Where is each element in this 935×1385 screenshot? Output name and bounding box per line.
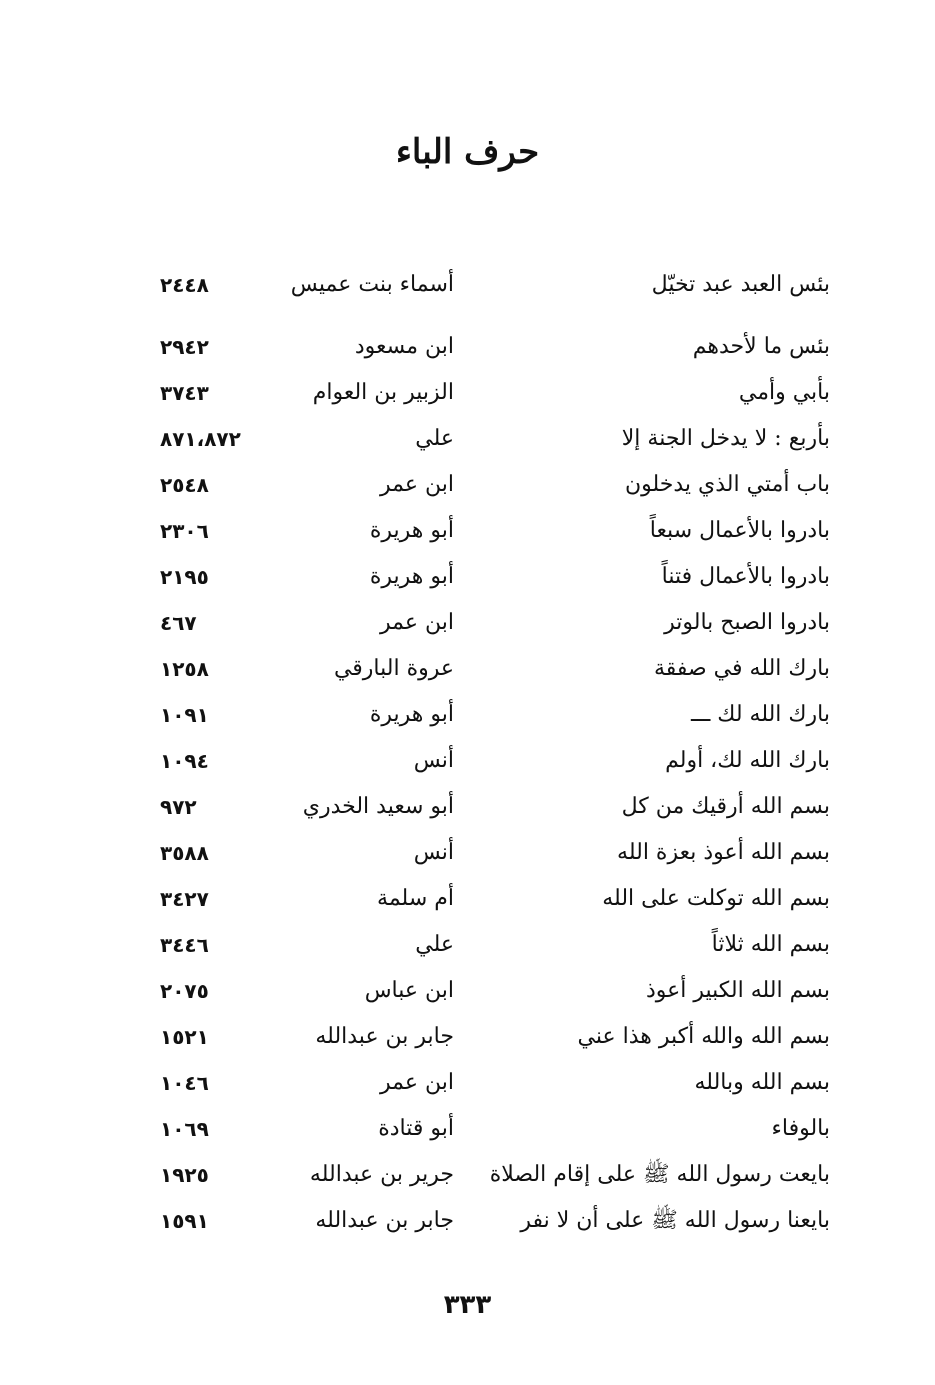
narrator-name: ابن عمر <box>380 610 454 635</box>
narrator-name: ابن عمر <box>380 1070 454 1095</box>
narrator-name: جابر بن عبدالله <box>315 1024 454 1049</box>
hadith-number: ٨٧١،٨٧٢ <box>160 427 241 451</box>
hadith-phrase: بسم الله ثلاثاً <box>711 932 830 957</box>
index-row <box>150 693 830 739</box>
narrator-name: علي <box>415 426 454 451</box>
hadith-phrase: بسم الله وبالله <box>694 1070 830 1095</box>
narrator-name: أم سلمة <box>377 886 454 911</box>
hadith-phrase: بسم الله أعوذ بعزة الله <box>617 840 830 865</box>
hadith-phrase: بارك الله لك ـــ <box>690 702 830 727</box>
index-row <box>150 1061 830 1107</box>
index-row <box>150 785 830 831</box>
hadith-phrase: بايعنا رسول الله ﷺ على أن لا نفر <box>520 1208 830 1233</box>
hadith-number: ٢٩٤٢ <box>160 335 209 359</box>
hadith-phrase: بسم الله والله أكبر هذا عني <box>577 1024 830 1049</box>
narrator-name: علي <box>415 932 454 957</box>
hadith-number: ١٠٦٩ <box>160 1117 209 1141</box>
hadith-number: ١٩٢٥ <box>160 1163 209 1187</box>
page-title: حرف الباء <box>395 132 540 172</box>
hadith-phrase: بئس ما لأحدهم <box>692 334 830 359</box>
narrator-name: جرير بن عبدالله <box>309 1162 454 1187</box>
hadith-number: ٢٠٧٥ <box>160 979 209 1003</box>
hadith-number: ٣٥٨٨ <box>160 841 209 865</box>
hadith-phrase: بادروا الصبح بالوتر <box>664 610 830 635</box>
narrator-name: ابن عباس <box>364 978 454 1003</box>
index-row <box>150 509 830 555</box>
hadith-number: ٢٣٠٦ <box>160 519 209 543</box>
index-row <box>150 417 830 463</box>
index-row <box>150 923 830 969</box>
index-row <box>150 969 830 1015</box>
index-row <box>150 739 830 785</box>
hadith-number: ٣٤٢٧ <box>160 887 209 911</box>
index-row <box>150 1015 830 1061</box>
hadith-phrase: بسم الله أرقيك من كل <box>621 794 830 819</box>
index-row <box>150 555 830 601</box>
hadith-phrase: بسم الله توكلت على الله <box>602 886 830 911</box>
narrator-name: أبو هريرة <box>369 702 454 727</box>
hadith-number: ١٠٩٤ <box>160 749 209 773</box>
hadith-number: ٢١٩٥ <box>160 565 209 589</box>
hadith-number: ١٠٩١ <box>160 703 209 727</box>
index-row <box>150 263 830 325</box>
hadith-phrase: بسم الله الكبير أعوذ <box>645 978 830 1003</box>
narrator-name: أسماء بنت عميس <box>290 272 454 297</box>
hadith-phrase: بارك الله لك، أولم <box>665 748 830 773</box>
hadith-phrase: بأبي وأمي <box>738 380 830 405</box>
hadith-number: ١٥٢١ <box>160 1025 209 1049</box>
narrator-name: الزبير بن العوام <box>312 380 454 405</box>
hadith-phrase: بايعت رسول الله ﷺ على إقام الصلاة <box>489 1162 830 1187</box>
narrator-name: ابن مسعود <box>354 334 454 359</box>
index-row <box>150 1199 830 1245</box>
hadith-phrase: بأربع : لا يدخل الجنة إلا <box>621 426 830 451</box>
index-row <box>150 371 830 417</box>
index-row <box>150 877 830 923</box>
hadith-number: ٣٤٤٦ <box>160 933 209 957</box>
index-row <box>150 647 830 693</box>
hadith-number: ٢٥٤٨ <box>160 473 209 497</box>
narrator-name: أبو سعيد الخدري <box>302 794 454 819</box>
index-row <box>150 463 830 509</box>
hadith-index-table <box>150 263 830 1245</box>
index-row <box>150 831 830 877</box>
hadith-phrase: بادروا بالأعمال فتناً <box>661 564 830 589</box>
hadith-number: ٣٧٤٣ <box>160 381 209 405</box>
index-row <box>150 1153 830 1199</box>
hadith-phrase: باب أمتي الذي يدخلون <box>624 472 830 497</box>
hadith-number: ١٥٩١ <box>160 1209 209 1233</box>
narrator-name: أبو قتادة <box>378 1116 454 1141</box>
hadith-phrase: بالوفاء <box>771 1116 830 1141</box>
narrator-name: جابر بن عبدالله <box>315 1208 454 1233</box>
hadith-number: ٩٧٢ <box>160 795 197 819</box>
hadith-number: ١٠٤٦ <box>160 1071 209 1095</box>
narrator-name: عروة البارقي <box>333 656 454 681</box>
hadith-phrase: بادروا بالأعمال سبعاً <box>649 518 830 543</box>
narrator-name: أنس <box>413 840 454 865</box>
hadith-phrase: بارك الله في صفقة <box>653 656 830 681</box>
hadith-number: ٢٤٤٨ <box>160 273 209 297</box>
narrator-name: أبو هريرة <box>369 518 454 543</box>
index-row <box>150 1107 830 1153</box>
narrator-name: أبو هريرة <box>369 564 454 589</box>
narrator-name: ابن عمر <box>380 472 454 497</box>
index-row <box>150 601 830 647</box>
hadith-phrase: بئس العبد عبد تخيّل <box>651 272 830 297</box>
narrator-name: أنس <box>413 748 454 773</box>
hadith-number: ١٢٥٨ <box>160 657 209 681</box>
hadith-number: ٤٦٧ <box>160 611 197 635</box>
index-row <box>150 325 830 371</box>
page-number: ٣٣٣ <box>443 1290 492 1320</box>
